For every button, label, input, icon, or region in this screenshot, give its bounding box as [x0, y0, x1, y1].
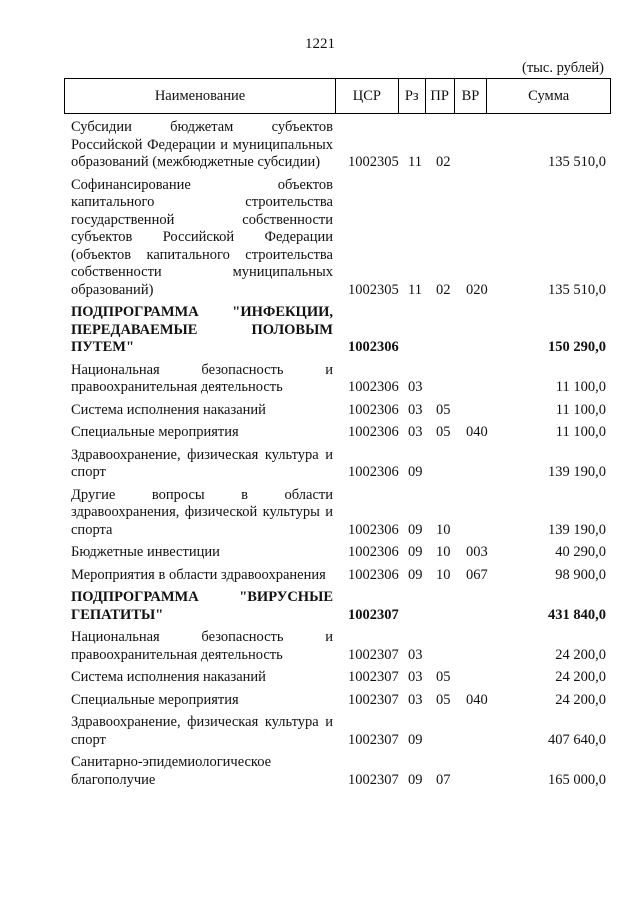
rz-cell: 09: [408, 731, 423, 748]
header-name: Наименование: [65, 79, 336, 113]
csr-cell: 1002306: [348, 464, 399, 480]
vr-cell: 040: [466, 691, 488, 708]
subprogram-row: [0, 304, 640, 357]
name-cell: Здравоохранение, физическая культура и спорт: [71, 714, 333, 748]
table-header: [64, 78, 611, 114]
table-row: [0, 754, 640, 789]
csr-cell: 1002306: [348, 566, 399, 583]
rz-cell: 03: [408, 379, 423, 395]
pr-cell: 05: [436, 691, 451, 708]
vr-cell: 067: [466, 566, 488, 583]
header-sum: Сумма: [528, 87, 570, 104]
sum-cell: 431 840,0: [548, 606, 606, 623]
name-cell: Санитарно-эпидемиологическое благополучие: [71, 754, 272, 788]
name-cell: Специальные мероприятия: [71, 424, 239, 440]
sum-cell: 165 000,0: [548, 771, 606, 788]
name-cell: Национальная безопасность и правоохранительная деятельность: [71, 629, 333, 663]
sum-cell: 40 290,0: [555, 544, 606, 560]
pr-cell: 05: [436, 669, 451, 685]
name-cell: Система исполнения наказаний: [71, 669, 266, 685]
name-cell: Субсидии бюджетам субъектов Российской Федерации и муниципальных образований (межбюджетные субсидии): [71, 119, 333, 170]
csr-cell: 1002306: [348, 339, 399, 355]
table-row: [0, 177, 640, 300]
csr-cell: 1002307: [348, 691, 399, 708]
header-rz: Рз: [399, 79, 426, 113]
table-row: [0, 119, 640, 172]
rz-cell: 03: [408, 424, 423, 440]
name-cell: Мероприятия в области здравоохранения: [71, 566, 326, 583]
csr-cell: 1002305: [348, 281, 399, 298]
sum-cell: 11 100,0: [555, 401, 606, 418]
table-body: [0, 119, 640, 794]
pr-cell: 02: [436, 281, 451, 298]
table-row: [0, 487, 640, 540]
header-pr: ПР: [426, 79, 455, 113]
csr-cell: 1002307: [348, 731, 399, 748]
units-label: (тыс. рублей): [522, 60, 604, 76]
table-row: [0, 714, 640, 749]
rz-cell: 03: [408, 646, 423, 663]
pr-cell: 05: [436, 401, 451, 418]
sum-cell: 407 640,0: [548, 731, 606, 748]
csr-cell: 1002307: [348, 646, 399, 663]
name-cell: ПОДПРОГРАММА "ИНФЕКЦИИ, ПЕРЕДАВАЕМЫЕ ПОЛОВЫМ ПУТЕМ": [71, 304, 333, 355]
rz-cell: 09: [408, 521, 423, 538]
csr-cell: 1002305: [348, 154, 399, 170]
csr-cell: 1002307: [348, 606, 399, 623]
name-cell: Система исполнения наказаний: [71, 401, 266, 418]
rz-cell: 11: [408, 281, 422, 298]
name-cell: Специальные мероприятия: [71, 691, 239, 708]
rz-cell: 09: [408, 771, 423, 788]
header-vr: ВР: [455, 79, 488, 113]
table-row: [0, 362, 640, 397]
sum-cell: 11 100,0: [555, 424, 606, 440]
pr-cell: 05: [436, 424, 451, 440]
name-cell: Бюджетные инвестиции: [71, 544, 220, 560]
name-cell: Другие вопросы в области здравоохранения, физической культуры и спорта: [71, 486, 333, 538]
sum-cell: 135 510,0: [548, 281, 606, 298]
table-row: [0, 447, 640, 482]
pr-cell: 07: [436, 771, 451, 788]
name-cell: Здравоохранение, физическая культура и спорт: [71, 446, 333, 480]
csr-cell: 1002306: [348, 544, 399, 560]
csr-cell: 1002306: [348, 401, 399, 418]
table-row: [0, 402, 640, 420]
name-cell: ПОДПРОГРАММА "ВИРУСНЫЕ ГЕПАТИТЫ": [71, 589, 333, 623]
table-row: [0, 424, 640, 442]
rz-cell: 11: [408, 154, 422, 170]
pr-cell: 10: [436, 521, 451, 538]
rz-cell: 09: [408, 566, 423, 583]
vr-cell: 040: [466, 424, 488, 440]
csr-cell: 1002306: [348, 521, 399, 538]
name-cell: Софинансирование объектов капитального строительства государственной собственности субъектов Российской Федерации (объектов капитального строительства собственности муниципальных образований): [71, 176, 333, 298]
rz-cell: 03: [408, 669, 423, 685]
csr-cell: 1002306: [348, 424, 399, 440]
sum-cell: 150 290,0: [548, 339, 606, 355]
table-row: [0, 567, 640, 585]
pr-cell: 02: [436, 154, 451, 170]
pr-cell: 10: [436, 544, 451, 560]
pr-cell: 10: [436, 566, 451, 583]
table-row: [0, 692, 640, 710]
subprogram-row: [0, 589, 640, 624]
sum-cell: 98 900,0: [555, 566, 606, 583]
page-number: 1221: [305, 36, 335, 52]
sum-cell: 11 100,0: [555, 379, 606, 395]
header-csr: ЦСР: [336, 79, 399, 113]
table-row: [0, 669, 640, 687]
csr-cell: 1002307: [348, 669, 399, 685]
rz-cell: 03: [408, 691, 423, 708]
rz-cell: 09: [408, 544, 423, 560]
table-row: [0, 629, 640, 664]
rz-cell: 09: [408, 464, 423, 480]
vr-cell: 020: [466, 281, 488, 298]
table-row: [0, 544, 640, 562]
sum-cell: 24 200,0: [555, 669, 606, 685]
rz-cell: 03: [408, 401, 423, 418]
sum-cell: 135 510,0: [548, 154, 606, 170]
sum-cell: 139 190,0: [548, 464, 606, 480]
sum-cell: 24 200,0: [555, 691, 606, 708]
csr-cell: 1002306: [348, 379, 399, 395]
vr-cell: 003: [466, 544, 488, 560]
name-cell: Национальная безопасность и правоохранительная деятельность: [71, 361, 333, 395]
sum-cell: 139 190,0: [548, 521, 606, 538]
csr-cell: 1002307: [348, 771, 399, 788]
sum-cell: 24 200,0: [555, 646, 606, 663]
